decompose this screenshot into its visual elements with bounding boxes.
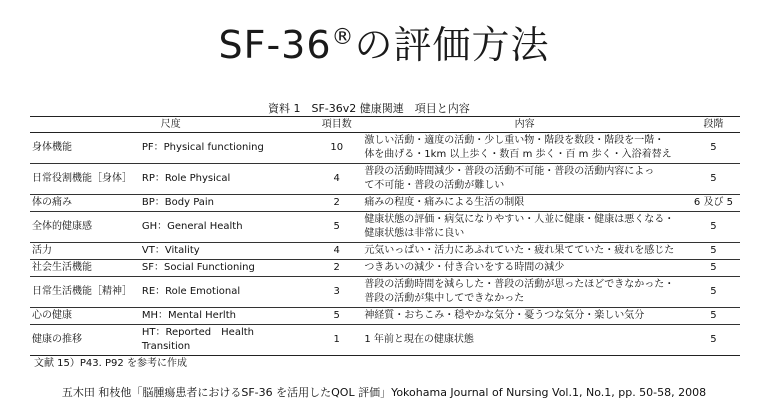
- table-row: [30, 308, 740, 325]
- steps-cell: 5: [687, 260, 740, 277]
- content-line: 元気いっぱい・活力にあふれていた・疲れ果てていた・疲れを感じた: [364, 245, 675, 256]
- item-count-cell: 5: [311, 212, 362, 243]
- table-caption: 資料 1 SF-36v2 健康関連 項目と内容: [268, 102, 470, 115]
- table-row: [30, 325, 740, 356]
- header-items: 項目数: [311, 117, 362, 133]
- content-line: 激しい活動・適度の活動・少し重い物・階段を数段・階段を一階・: [364, 135, 665, 146]
- steps-cell: 5: [687, 243, 740, 260]
- content-cell: [362, 195, 687, 212]
- item-count-cell: 10: [311, 133, 362, 164]
- steps-cell: 5: [687, 164, 740, 195]
- title-suffix: の評価方法: [354, 23, 550, 67]
- registered-mark: ®: [331, 25, 355, 50]
- table-body: [30, 133, 740, 356]
- item-count-cell: 1: [311, 325, 362, 356]
- content-line: 痛みの程度・痛みによる生活の制限: [364, 197, 525, 208]
- scale-en-cell: SF：Social Functioning: [140, 260, 311, 277]
- item-count-cell: 5: [311, 308, 362, 325]
- table-row: [30, 164, 740, 195]
- content-line: 普段の活動が集中してできなかった: [364, 293, 525, 304]
- steps-cell: 5: [687, 277, 740, 308]
- table-row: [30, 212, 740, 243]
- scale-ja-cell: 日常役割機能［身体］: [30, 164, 140, 195]
- content-cell: [362, 325, 687, 356]
- table-row: [30, 277, 740, 308]
- steps-cell: 5: [687, 212, 740, 243]
- content-line: 健康状態は非常に良い: [364, 228, 465, 239]
- scale-en-cell: HT：Reported Health Transition: [140, 325, 311, 356]
- scale-ja-cell: 心の健康: [30, 308, 140, 325]
- scale-en-cell: VT：Vitality: [140, 243, 311, 260]
- scale-ja-cell: 健康の推移: [30, 325, 140, 356]
- scale-ja-cell: 社会生活機能: [30, 260, 140, 277]
- source-note: 文献 15）P43. P92 を参考に作成: [34, 358, 187, 369]
- content-cell: [362, 212, 687, 243]
- scale-ja-cell: 活力: [30, 243, 140, 260]
- scale-ja-cell: 身体機能: [30, 133, 140, 164]
- content-line: 体を曲げる・1km 以上歩く・数百 m 歩く・百 m 歩く・入浴着替え: [364, 149, 672, 160]
- item-count-cell: 3: [311, 277, 362, 308]
- sf36-table: [30, 116, 740, 356]
- content-line: 健康状態の評価・病気になりやすい・人並に健康・健康は悪くなる・: [364, 214, 675, 225]
- steps-cell: 5: [687, 133, 740, 164]
- content-cell: [362, 260, 687, 277]
- scale-en-cell: RP：Role Physical: [140, 164, 311, 195]
- steps-cell: 5: [687, 325, 740, 356]
- content-line: て不可能・普段の活動が難しい: [364, 180, 505, 191]
- content-line: つきあいの減少・付き合いをする時間の減少: [364, 262, 565, 273]
- content-cell: [362, 164, 687, 195]
- table-row: [30, 133, 740, 164]
- header-scale: 尺度: [30, 117, 311, 133]
- scale-ja-cell: 体の痛み: [30, 195, 140, 212]
- scale-ja-cell: 全体的健康感: [30, 212, 140, 243]
- scale-en-cell: BP：Body Pain: [140, 195, 311, 212]
- content-cell: [362, 133, 687, 164]
- reference-citation: 五木田 和枝他「脳腫瘍患者におけるSF-36 を活用したQOL 評価」Yokohama Journal of Nursing Vol.1, No.1, pp. 50-58, 2008: [61, 386, 707, 399]
- item-count-cell: 2: [311, 195, 362, 212]
- table-row: [30, 243, 740, 260]
- steps-cell: 6 及び 5: [687, 195, 740, 212]
- item-count-cell: 2: [311, 260, 362, 277]
- table-row: [30, 260, 740, 277]
- content-cell: [362, 243, 687, 260]
- title-main: SF-36: [218, 23, 332, 67]
- table-row: [30, 195, 740, 212]
- item-count-cell: 4: [311, 243, 362, 260]
- content-line: 神経質・おちこみ・穏やかな気分・憂うつな気分・楽しい気分: [364, 310, 645, 321]
- content-line: 普段の活動時間を減らした・普段の活動が思ったほどできなかった・: [364, 279, 675, 290]
- scale-en-cell: RE：Role Emotional: [140, 277, 311, 308]
- scale-en-cell: GH：General Health: [140, 212, 311, 243]
- scale-en-cell: PF：Physical functioning: [140, 133, 311, 164]
- page-title: [0, 14, 768, 69]
- content-cell: [362, 277, 687, 308]
- item-count-cell: 4: [311, 164, 362, 195]
- content-line: 普段の活動時間減少・普段の活動不可能・普段の活動内容によっ: [364, 166, 655, 177]
- header-content: 内容: [362, 117, 687, 133]
- scale-en-cell: MH：Mental Herlth: [140, 308, 311, 325]
- steps-cell: 5: [687, 308, 740, 325]
- content-cell: [362, 308, 687, 325]
- header-steps: 段階: [687, 117, 740, 133]
- scale-ja-cell: 日常生活機能［精神］: [30, 277, 140, 308]
- content-line: 1 年前と現在の健康状態: [364, 334, 474, 345]
- table-header-row: [30, 117, 740, 133]
